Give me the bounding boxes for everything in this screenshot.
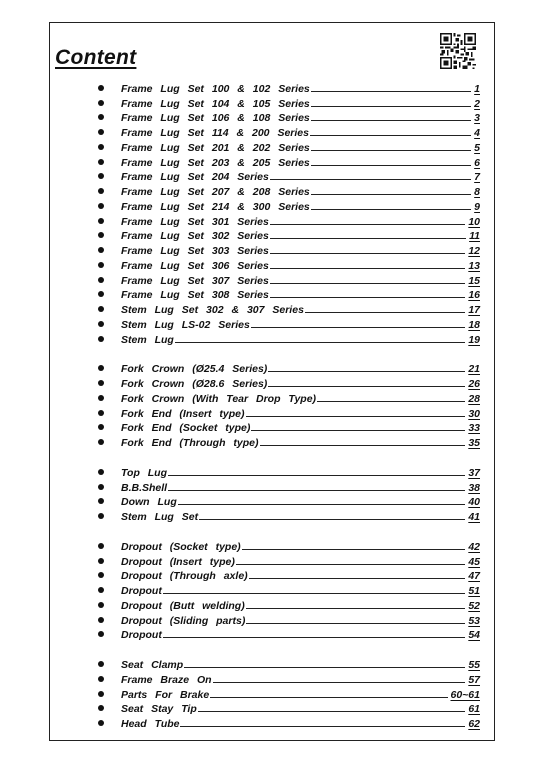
bullet-icon — [98, 439, 104, 445]
leader-line — [311, 90, 471, 92]
toc-entry[interactable] — [96, 242, 480, 257]
toc-entry[interactable] — [96, 553, 480, 568]
toc-entry-label: Dropout — [121, 585, 162, 597]
toc-entry-label: Frame Lug Set 201 & 202 Series — [121, 141, 310, 154]
bullet-icon — [98, 203, 104, 209]
bullet-icon — [98, 395, 104, 401]
bullet-icon — [98, 424, 104, 430]
toc-entry[interactable] — [96, 612, 480, 627]
bullet-icon — [98, 558, 104, 564]
toc-entry[interactable] — [96, 228, 480, 243]
toc-page-number: 28 — [468, 392, 480, 405]
toc-page-number: 8 — [474, 186, 480, 198]
toc-page-number: 52 — [468, 599, 480, 612]
toc-page-number: 26 — [468, 378, 480, 390]
toc-page-number: 16 — [468, 289, 480, 302]
bullet-icon — [98, 277, 104, 283]
toc-section — [96, 656, 480, 730]
leader-line — [178, 503, 466, 505]
leader-line — [249, 577, 466, 579]
leader-line — [184, 666, 465, 668]
toc-section — [96, 361, 480, 450]
leader-line — [213, 681, 466, 683]
leader-line — [236, 563, 465, 565]
toc-entry[interactable] — [96, 80, 480, 95]
toc-entry-label: Seat Stay Tip — [121, 703, 197, 716]
toc-entry[interactable] — [96, 420, 480, 435]
toc-page-number: 21 — [468, 363, 480, 376]
toc-entry[interactable] — [96, 686, 480, 701]
toc-entry-label: B.B.Shell — [121, 481, 168, 494]
toc-entry-label: Dropout — [121, 629, 162, 642]
toc-entry[interactable] — [96, 110, 480, 125]
toc-entry[interactable] — [96, 198, 480, 213]
toc-entry-label: Fork End (Socket type) — [121, 422, 251, 435]
bullet-icon — [98, 484, 104, 490]
toc-entry-label: Frame Lug Set 307 Series — [121, 274, 269, 287]
toc-entry[interactable] — [96, 316, 480, 331]
bullet-icon — [98, 498, 104, 504]
bullet-icon — [98, 114, 104, 120]
toc-entry-label: Dropout (Through axle) — [121, 570, 248, 583]
leader-line — [180, 725, 465, 727]
toc-page-number: 53 — [468, 614, 480, 627]
leader-line — [251, 326, 466, 328]
bullet-icon — [98, 617, 104, 623]
leader-line — [163, 592, 465, 594]
toc-entry[interactable] — [96, 656, 480, 671]
toc-entry[interactable] — [96, 95, 480, 110]
toc-page-number: 61 — [468, 703, 480, 716]
toc-page-number: 41 — [468, 511, 480, 523]
toc-entry[interactable] — [96, 464, 480, 479]
toc-entry-label: Fork Crown (Ø28.6 Series) — [121, 378, 268, 390]
toc-entry[interactable] — [96, 331, 480, 346]
toc-entry-label: Frame Lug Set 308 Series — [121, 289, 269, 302]
toc-page-number: 1 — [474, 82, 480, 95]
bullet-icon — [98, 587, 104, 593]
toc-entry[interactable] — [96, 494, 480, 509]
leader-line — [305, 311, 465, 313]
toc-entry[interactable] — [96, 124, 480, 139]
toc-page-number: 40 — [468, 496, 480, 509]
toc-entry-label: Top Lug — [121, 466, 168, 479]
leader-line — [311, 164, 471, 166]
toc-page-number: 10 — [468, 215, 480, 228]
toc-entry[interactable] — [96, 183, 480, 198]
toc-entry[interactable] — [96, 701, 480, 716]
leader-line — [311, 149, 471, 151]
toc-entry-label: Frame Lug Set 303 Series — [121, 245, 269, 257]
bullet-icon — [98, 129, 104, 135]
toc-entry[interactable] — [96, 538, 480, 553]
toc-page-number: 5 — [474, 141, 480, 154]
toc-entry-label: Frame Braze On — [121, 673, 212, 686]
group-spacer — [96, 346, 480, 361]
toc-entry-label: Dropout (Sliding parts) — [121, 614, 246, 627]
toc-section — [96, 80, 480, 346]
toc-page-number: 2 — [474, 97, 480, 110]
bullet-icon — [98, 188, 104, 194]
leader-line — [168, 489, 465, 491]
toc-entry-label: Fork End (Through type) — [121, 437, 259, 449]
toc-entry[interactable] — [96, 434, 480, 449]
bullet-icon — [98, 410, 104, 416]
group-spacer — [96, 449, 480, 464]
leader-line — [270, 237, 466, 239]
toc-page-number: 60~61 — [450, 688, 480, 701]
bullet-icon — [98, 262, 104, 268]
bullet-icon — [98, 602, 104, 608]
bullet-icon — [98, 336, 104, 342]
toc-entry-label: Stem Lug Set — [121, 511, 199, 523]
leader-line — [163, 636, 465, 638]
toc-entry-label: Fork End (Insert type) — [121, 407, 245, 420]
leader-line — [175, 341, 465, 343]
leader-line — [270, 267, 466, 269]
toc-page-number: 11 — [469, 230, 480, 243]
toc-entry-label: Seat Clamp — [121, 659, 184, 671]
toc-entry[interactable] — [96, 582, 480, 597]
bullet-icon — [98, 691, 104, 697]
toc-entry-label: Parts For Brake — [121, 688, 210, 701]
toc-page-number: 13 — [468, 259, 480, 272]
bullet-icon — [98, 159, 104, 165]
leader-line — [168, 474, 465, 476]
toc-entry-label: Dropout (Insert type) — [121, 555, 235, 568]
toc-entry[interactable] — [96, 390, 480, 405]
toc-entry-label: Frame Lug Set 207 & 208 Series — [121, 186, 310, 198]
leader-line — [198, 710, 466, 712]
toc-entry-label: Frame Lug Set 203 & 205 Series — [121, 156, 310, 169]
bullet-icon — [98, 705, 104, 711]
toc-entry-label: Fork Crown (Ø25.4 Series) — [121, 363, 268, 376]
toc-entry-label: Frame Lug Set 214 & 300 Series — [121, 200, 310, 213]
toc-page-number: 30 — [468, 407, 480, 420]
leader-line — [246, 607, 466, 609]
toc-page-number: 17 — [468, 304, 480, 316]
toc-entry-label: Stem Lug Set 302 & 307 Series — [121, 304, 304, 316]
leader-line — [311, 193, 471, 195]
toc-entry-label: Fork Crown (With Tear Drop Type) — [121, 392, 317, 405]
group-spacer — [96, 641, 480, 656]
leader-line — [270, 252, 466, 254]
leader-line — [311, 105, 471, 107]
toc-page-number: 47 — [468, 570, 480, 583]
toc-entry-label: Frame Lug Set 301 Series — [121, 215, 269, 228]
bullet-icon — [98, 676, 104, 682]
bullet-icon — [98, 144, 104, 150]
bullet-icon — [98, 85, 104, 91]
toc-page-number: 38 — [468, 481, 480, 494]
toc-entry[interactable] — [96, 405, 480, 420]
toc-page-number: 18 — [468, 318, 480, 331]
bullet-icon — [98, 365, 104, 371]
toc-page-number: 3 — [474, 112, 480, 125]
toc-page-number: 7 — [474, 171, 480, 184]
leader-line — [246, 415, 466, 417]
toc-section — [96, 464, 480, 523]
toc-page-number: 45 — [468, 555, 480, 568]
toc-section — [96, 538, 480, 641]
leader-line — [311, 208, 471, 210]
toc-page-number: 35 — [468, 437, 480, 449]
toc-page-number: 42 — [468, 540, 480, 553]
leader-line — [251, 429, 465, 431]
toc-page-number: 37 — [468, 466, 480, 479]
bullet-icon — [98, 100, 104, 106]
leader-line — [260, 444, 466, 446]
toc-entry-label: Frame Lug Set 306 Series — [121, 259, 269, 272]
leader-line — [268, 385, 465, 387]
leader-line — [310, 134, 471, 136]
toc-entry[interactable] — [96, 361, 480, 376]
toc-entry[interactable] — [96, 257, 480, 272]
toc-entry-label: Head Tube — [121, 718, 180, 730]
toc-entry-label: Frame Lug Set 302 Series — [121, 230, 269, 243]
toc-page-number: 9 — [474, 200, 480, 213]
leader-line — [242, 548, 466, 550]
group-spacer — [96, 523, 480, 538]
toc-entry-label: Down Lug — [121, 496, 177, 509]
toc-page-number: 12 — [468, 245, 480, 257]
toc-page-number: 54 — [468, 629, 480, 642]
bullet-icon — [98, 173, 104, 179]
page-title: Content — [55, 46, 137, 69]
toc-entry-label: Frame Lug Set 114 & 200 Series — [121, 127, 309, 139]
toc-entry-label: Stem Lug — [121, 333, 174, 346]
leader-line — [270, 223, 466, 225]
toc-page-number: 6 — [474, 156, 480, 169]
leader-line — [317, 400, 465, 402]
toc-page-number: 57 — [468, 673, 480, 686]
bullet-icon — [98, 306, 104, 312]
toc-entry[interactable] — [96, 671, 480, 686]
bullet-icon — [98, 572, 104, 578]
toc-entry[interactable] — [96, 627, 480, 642]
bullet-icon — [98, 218, 104, 224]
toc-page-number: 15 — [468, 274, 480, 287]
toc-page-number: 33 — [468, 422, 480, 435]
toc-entry[interactable] — [96, 479, 480, 494]
bullet-icon — [98, 631, 104, 637]
bullet-icon — [98, 469, 104, 475]
bullet-icon — [98, 232, 104, 238]
toc-page-number: 4 — [474, 127, 480, 139]
bullet-icon — [98, 661, 104, 667]
toc-entry[interactable] — [96, 272, 480, 287]
bullet-icon — [98, 291, 104, 297]
toc-entry-label: Frame Lug Set 100 & 102 Series — [121, 82, 310, 95]
toc-page-number: 62 — [468, 718, 480, 730]
toc-entry-label: Dropout (Butt welding) — [121, 599, 245, 612]
leader-line — [270, 178, 471, 180]
toc-entry[interactable] — [96, 301, 480, 316]
toc-entry[interactable] — [96, 169, 480, 184]
toc-entry[interactable] — [96, 597, 480, 612]
toc-entry-label: Dropout (Socket type) — [121, 540, 241, 553]
leader-line — [268, 370, 465, 372]
bullet-icon — [98, 321, 104, 327]
toc-entry[interactable] — [96, 154, 480, 169]
toc-entry-label: Frame Lug Set 204 Series — [121, 171, 269, 184]
toc-entry[interactable] — [96, 287, 480, 302]
leader-line — [270, 296, 466, 298]
toc-entry-label: Frame Lug Set 104 & 105 Series — [121, 97, 310, 110]
toc-entry[interactable] — [96, 508, 480, 523]
toc-entry-label: Stem Lug LS-02 Series — [121, 318, 250, 331]
qr-code-icon — [440, 33, 476, 69]
bullet-icon — [98, 720, 104, 726]
toc-entry[interactable] — [96, 715, 480, 730]
bullet-icon — [98, 513, 104, 519]
leader-line — [311, 119, 471, 121]
toc-entry[interactable] — [96, 375, 480, 390]
toc-page-number: 19 — [468, 333, 480, 346]
toc-entry[interactable] — [96, 213, 480, 228]
leader-line — [199, 518, 465, 520]
toc-entry-label: Frame Lug Set 106 & 108 Series — [121, 112, 310, 125]
toc-entry[interactable] — [96, 139, 480, 154]
bullet-icon — [98, 247, 104, 253]
leader-line — [246, 622, 465, 624]
bullet-icon — [98, 380, 104, 386]
bullet-icon — [98, 543, 104, 549]
toc-page-number: 51 — [468, 585, 480, 597]
toc-page-number: 55 — [468, 659, 480, 671]
table-of-contents — [96, 80, 480, 730]
toc-entry[interactable] — [96, 568, 480, 583]
leader-line — [210, 696, 447, 698]
leader-line — [270, 282, 466, 284]
